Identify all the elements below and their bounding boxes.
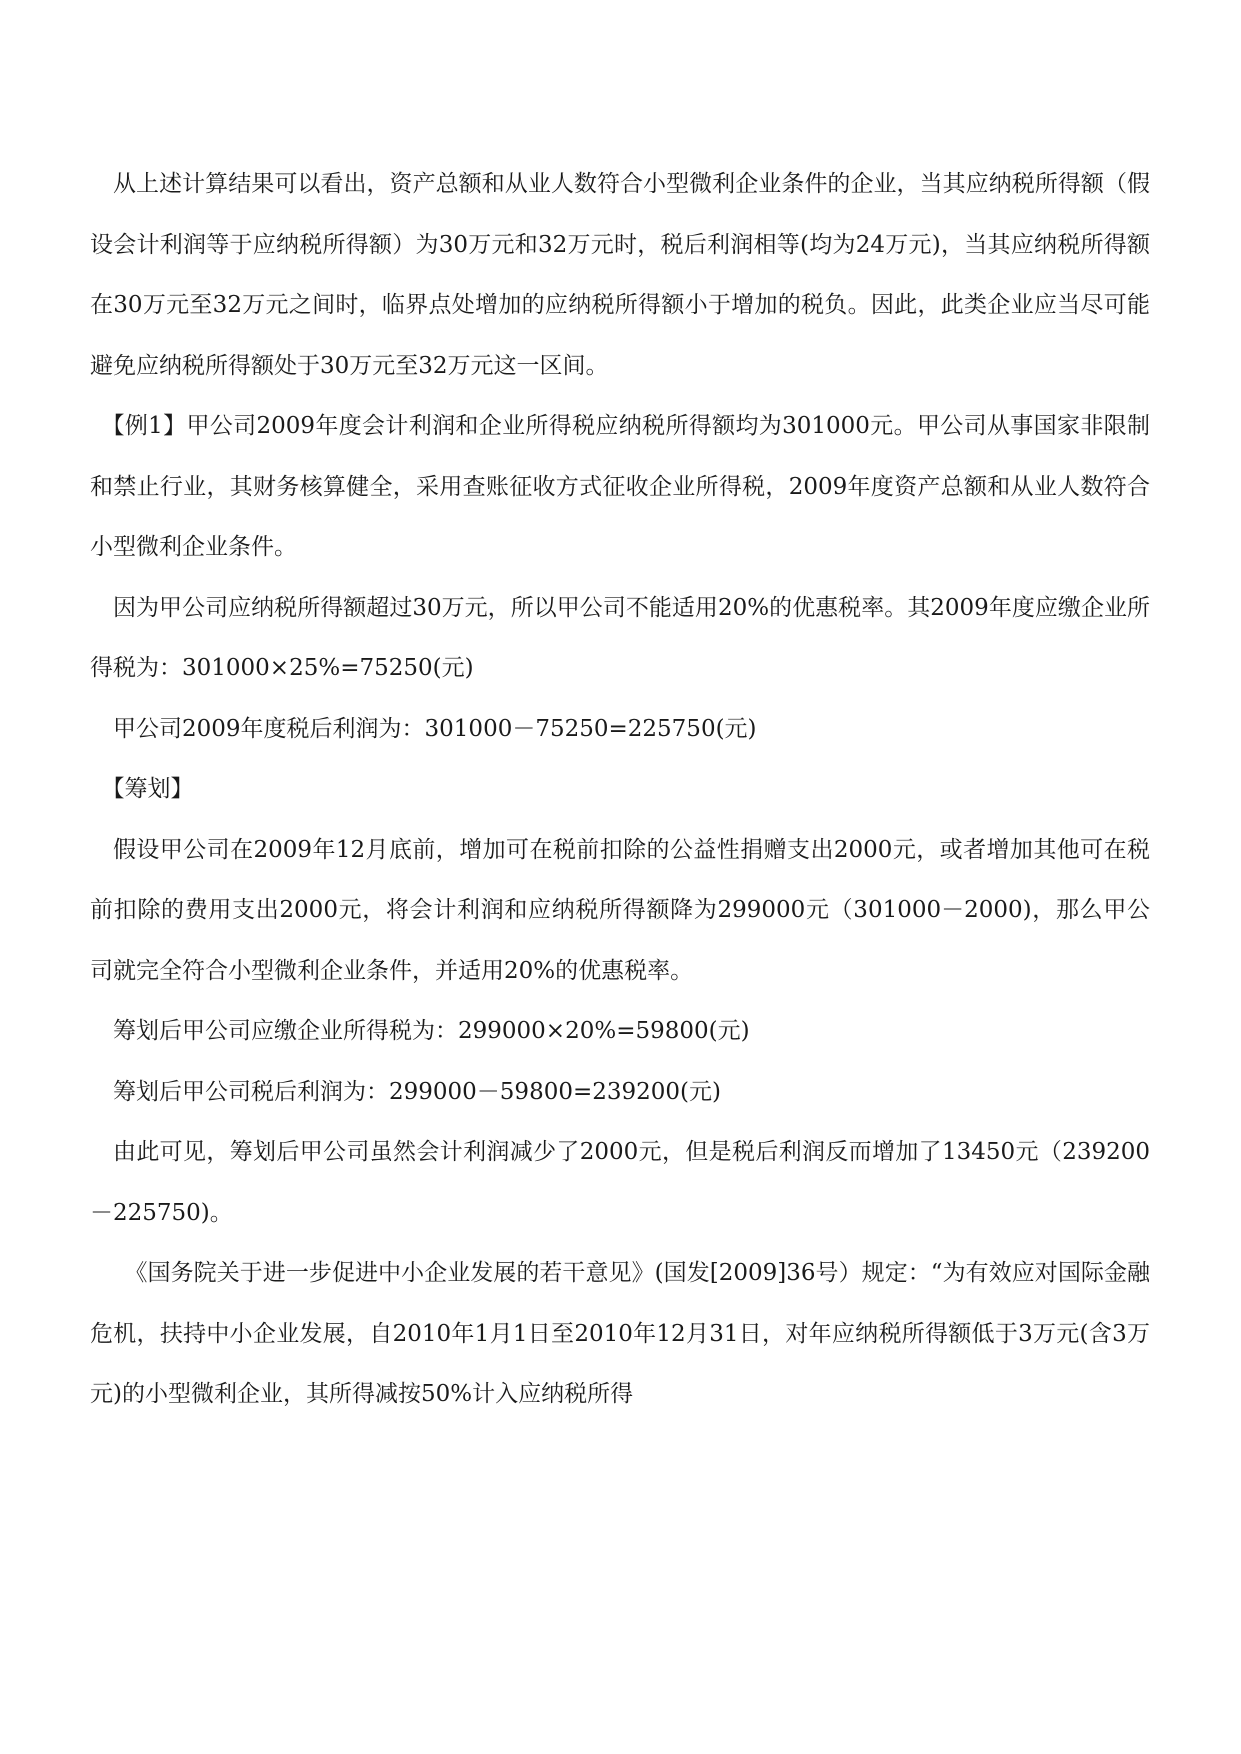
paragraph-conclusion: 从上述计算结果可以看出，资产总额和从业人数符合小型微利企业条件的企业，当其应纳税所得额（假设会计利润等于应纳税所得额）为30万元和32万元时，税后利润相等(均为24万元)，当其应纳税所得额在30万元至32万元之间时，临界点处增加的应纳税所得额小于增加的税负。因此，此类企业应当尽可能避免应纳税所得额处于30万元至32万元这一区间。 [90,171,1150,379]
paragraph-planned-tax: 筹划后甲公司应缴企业所得税为：299000×20%=59800(元) [113,1018,750,1044]
paragraph-planning-assumption: 假设甲公司在2009年12月底前，增加可在税前扣除的公益性捐赠支出2000元，或者增加其他可在税前扣除的费用支出2000元，将会计利润和应纳税所得额降为299000元（301000－2000)，那么甲公司就完全符合小型微利企业条件，并适用20%的优惠税率。 [90,836,1150,984]
document-body [90,154,1150,1425]
paragraph-after-tax-profit: 甲公司2009年度税后利润为：301000－75250=225750(元) [113,715,757,742]
paragraph-tax-calculation: 因为甲公司应纳税所得额超过30万元，所以甲公司不能适用20%的优惠税率。其2009年度应缴企业所得税为：301000×25%=75250(元) [90,594,1150,681]
paragraph-planning-result: 由此可见，筹划后甲公司虽然会计利润减少了2000元，但是税后利润反而增加了13450元（239200－225750)。 [90,1139,1150,1226]
paragraph-example-1: 【例1】甲公司2009年度会计利润和企业所得税应纳税所得额均为301000元。甲公司从事国家非限制和禁止行业，其财务核算健全，采用查账征收方式征收企业所得税，2009年度资产总额和从业人数符合小型微利企业条件。 [90,413,1150,560]
section-heading-planning: 【筹划】 [101,776,194,802]
paragraph-planned-profit: 筹划后甲公司税后利润为：299000－59800=239200(元) [113,1078,721,1105]
paragraph-state-council-citation: 《国务院关于进一步促进中小企业发展的若干意见》(国发[2009]36号）规定：“为有效应对国际金融危机，扶持中小企业发展，自2010年1月1日至2010年12月31日，对年应纳税所得额低于3万元(含3万元)的小型微利企业，其所得减按50%计入应纳税所得 [90,1260,1150,1407]
